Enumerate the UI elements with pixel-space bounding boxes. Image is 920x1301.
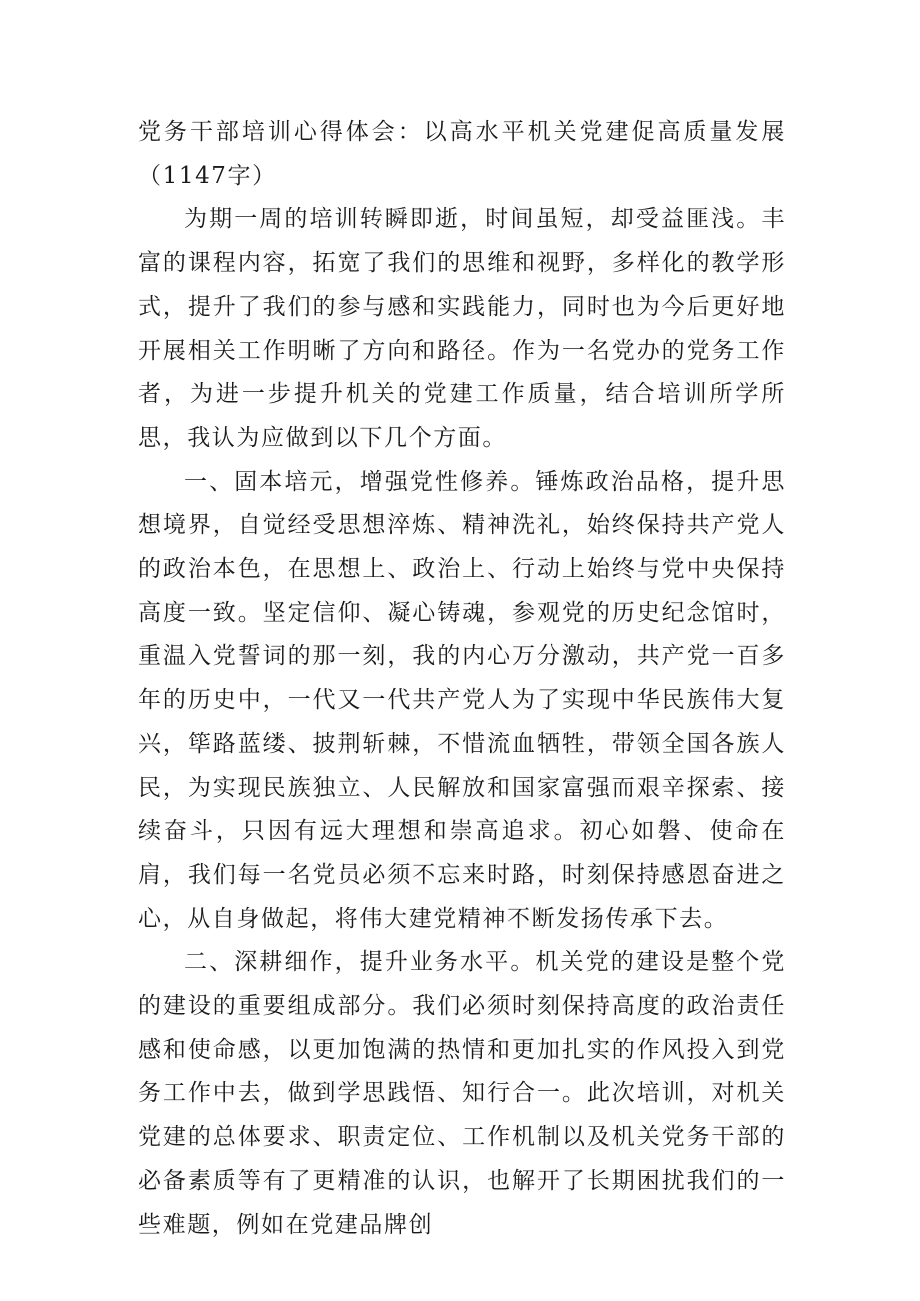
paragraph-section-two: 二、深耕细作，提升业务水平。机关党的建设是整个党的建设的重要组成部分。我们必须时刻保持高度的政治责任感和使命感，以更加饱满的热情和更加扎实的作风投入到党务工作中去，做到学思践悟、知行合一。此次培训，对机关党建的总体要求、职责定位、工作机制以及机关党务干部的必备素质等有了更精准的认识，也解开了长期困扰我们的一些难题，例如在党建品牌创: [138, 949, 786, 1238]
paragraph-section-one: 一、固本培元，增强党性修养。锤炼政治品格，提升思想境界，自觉经受思想淬炼、精神洗礼，始终保持共产党人的政治本色，在思想上、政治上、行动上始终与党中央保持高度一致。坚定信仰、凝心铸魂，参观党的历史纪念馆时，重温入党誓词的那一刻，我的内心万分激动，共产党一百多年的历史中，一代又一代共产党人为了实现中华民族伟大复兴，筚路蓝缕、披荆斩棘，不惜流血牺牲，带领全国各族人民，为实现民族独立、人民解放和国家富强而艰辛探索、接续奋斗，只因有远大理想和崇高追求。初心如磐、使命在肩，我们每一名党员必须不忘来时路，时刻保持感恩奋进之心，从自身做起，将伟大建党精神不断发扬传承下去。: [138, 468, 786, 932]
document-body: [138, 111, 786, 1247]
document-title: 党务干部培训心得体会：以高水平机关党建促高质量发展（1147字）: [138, 119, 786, 189]
paragraph-intro: 为期一周的培训转瞬即逝，时间虽短，却受益匪浅。丰富的课程内容，拓宽了我们的思维和视野，多样化的教学形式，提升了我们的参与感和实践能力，同时也为今后更好地开展相关工作明晰了方向和路径。作为一名党办的党务工作者，为进一步提升机关的党建工作质量，结合培训所学所思，我认为应做到以下几个方面。: [138, 206, 786, 451]
